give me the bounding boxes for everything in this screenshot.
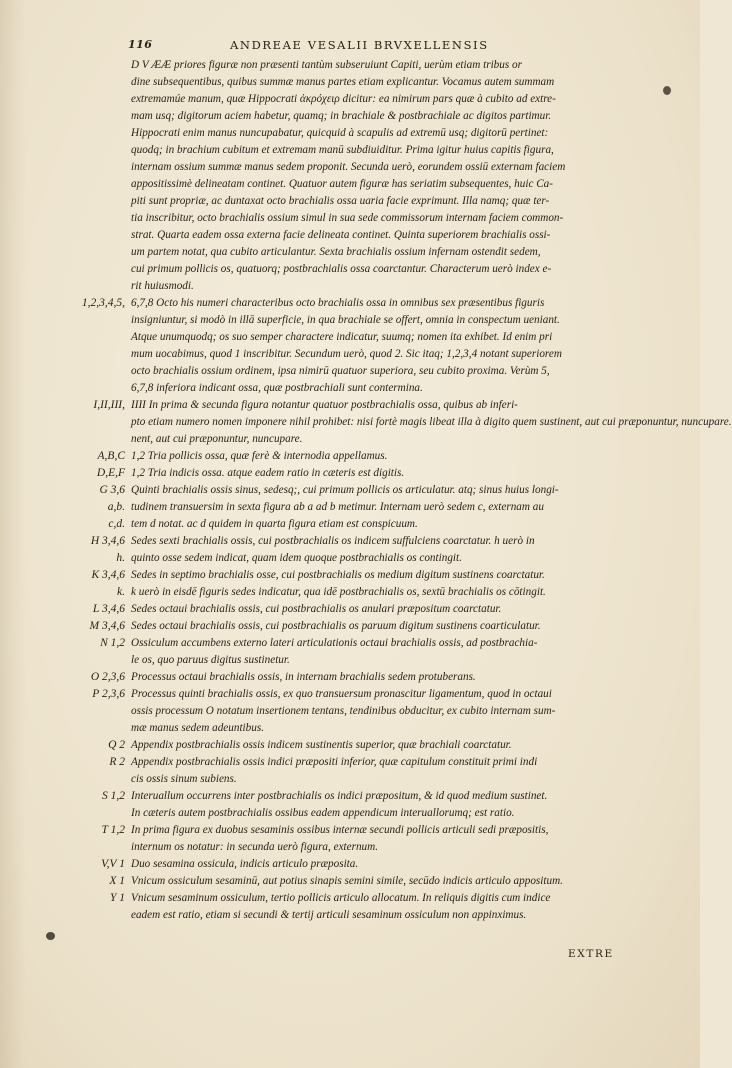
text-line: Sedes in septimo brachialis osse, cui postbrachialis os medium digitum sustinens coarctatur. [131, 569, 545, 581]
margin-marker: Q 2 [108, 739, 125, 751]
margin-marker: 1,2,3,4,5, [81, 297, 125, 309]
text-line: Sedes sexti brachialis ossis, cui postbrachialis os indicem suffulciens coarctatur. h uerò in [131, 535, 535, 547]
margin-marker: N 1,2 [100, 637, 125, 649]
text-line: appositissimè delineatam continet. Quatuor autem figuræ has seriatim subsequentes, huic Ca- [131, 178, 553, 190]
margin-marker: a,b. [107, 501, 125, 513]
text-line: Processus quinti brachialis ossis, ex quo transuersum pronascitur ligamentum, quod in octaui [131, 688, 552, 700]
text-line: quinto osse sedem indicat, quam idem quoque postbrachialis os contingit. [131, 552, 462, 564]
text-line: nent, aut cui præponuntur, nuncupare. [131, 433, 303, 445]
text-line: Duo sesamina ossicula, indicis articulo præposita. [131, 858, 359, 870]
text-line: mum uocabimus, quod 1 inscribitur. Secundum uerò, quod 2. Sic itaq; 1,2,3,4 notant superiorem [131, 348, 562, 360]
text-line: Quinti brachialis ossis sinus, sedesq;, cui primum pollicis os articulatur. atq; sinus huius longi- [131, 484, 559, 496]
margin-marker: G 3,6 [99, 484, 125, 496]
text-line: In prima figura ex duobus sesaminis ossibus internæ secundi pollicis articuli sedi præpositis, [131, 824, 549, 836]
text-line: piti sunt propriæ, ac duntaxat octo brachialis ossa uaria facie exprimunt. Illa namq; quæ ter- [131, 195, 550, 207]
page-header [128, 38, 588, 54]
margin-marker: c,d. [108, 518, 125, 530]
text-line: quodq; in brachium cubitum et extremam manū subdiuiditur. Prima igitur huius capitis figura, [131, 144, 554, 156]
ink-spot [663, 86, 671, 95]
text-line: In cæteris autem postbrachialis ossibus eadem appendicum interuallorumq; est ratio. [131, 807, 515, 819]
text-line: cis ossis sinum subiens. [131, 773, 237, 785]
text-line: Sedes octaui brachialis ossis, cui postbrachialis os paruum digitum sustinens coarticulatur. [131, 620, 541, 632]
text-line: Ossiculum accumbens externo lateri articulationis octaui brachialis ossis, ad postbrachia- [131, 637, 538, 649]
text-line: tia inscribitur, octo brachialis ossium simul in sua sede commissorum internam faciem common- [131, 212, 564, 224]
text-line: IIII In prima & secunda figura notantur quatuor postbrachialis ossa, quibus ab inferi- [131, 399, 518, 411]
text-line: internam ossium summæ manus sedem proponit. Secunda uerò, eorundem ossiū externam faciem [131, 161, 566, 173]
text-line: mæ manus sedem adeuntibus. [131, 722, 264, 734]
text-line: 1,2 Tria indicis ossa. atque eadem ratio in cæteris est digitis. [131, 467, 405, 479]
text-line: le os, quo paruus digitus sustinetur. [131, 654, 290, 666]
text-line: Hippocrati enim manus nuncupabatur, quicquid à scapulis ad extremū usq; digitorū pertinet: [131, 127, 549, 139]
text-line: Processus octaui brachialis ossis, in internam brachialis sedem protuberans. [131, 671, 476, 683]
text-line: Sedes octaui brachialis ossis, cui postbrachialis os anulari præpositum coarctatur. [131, 603, 502, 615]
text-line: dine subsequentibus, quibus summæ manus partes etiam explicantur. Vocamus autem summam [131, 76, 555, 88]
text-line: internum os notatur: in secunda uerò figura, externum. [131, 841, 379, 853]
margin-marker: R 2 [109, 756, 125, 768]
text-line: Atque unumquodq; os suo semper charactere indicatur, suumq; nomen ita exhibet. Id enim pri [131, 331, 553, 343]
margin-marker: I,II,III, [93, 399, 125, 411]
running-head: ANDREAE VESALII BRVXELLENSIS [230, 38, 489, 52]
text-line: Vnicum sesaminum ossiculum, tertio pollicis articulo allocatum. In reliquis digitis cum indice [131, 892, 551, 904]
text-line: D V ÆÆ priores figuræ non præsenti tantùm subseruiunt Capiti, uerùm etiam tribus or [131, 59, 522, 71]
text-line: pto etiam numero nomen imponere nihil prohibet: nisi fortè magis libeat illa à digito quem sustinent, aut cui præponuntur, nuncupare. [131, 416, 732, 428]
text-line: Appendix postbrachialis ossis indicem sustinentis superior, quæ brachiali coarctatur. [131, 739, 512, 751]
text-line: rit huiusmodi. [131, 280, 194, 292]
text-line: Interuallum occurrens inter postbrachialis os indici præpositum, & id quod medium sustinet. [131, 790, 548, 802]
text-line: strat. Quarta eadem ossa externa facie delineata continet. Quinta superiorem brachialis ossi- [131, 229, 551, 241]
margin-marker: K 3,4,6 [91, 569, 125, 581]
margin-marker: A,B,C [97, 450, 125, 462]
margin-marker: H 3,4,6 [90, 535, 125, 547]
text-line: octo brachialis ossium ordinem, ipsa nimirū quatuor superiora, seu cubito proxima. Verùm 5, [131, 365, 550, 377]
text-line: insigniuntur, si modò in illā superficie, in qua brachiale se offert, omnia in conspectum ueniant. [131, 314, 560, 326]
margin-marker: k. [117, 586, 125, 598]
catchword: EXTRE [568, 948, 614, 960]
margin-marker: O 2,3,6 [90, 671, 125, 683]
margin-marker: V,V 1 [101, 858, 125, 870]
text-line: k uerò in eisdē figuris sedes indicatur, qua idē postbrachialis os, sextū brachialis os cōtingit. [131, 586, 546, 598]
text-line: 1,2 Tria pollicis ossa, quæ ferè & internodia appellamus. [131, 450, 388, 462]
text-line: mam usq; digitorum aciem habetur, quamq; in brachiale & postbrachiale ac digitos partimur. [131, 110, 552, 122]
margin-marker: T 1,2 [101, 824, 125, 836]
page-gutter-shadow [0, 0, 26, 1068]
text-line: eadem est ratio, etiam si secundi & tertij articuli sesaminum ossiculum non appinximus. [131, 909, 527, 921]
text-line: Appendix postbrachialis ossis indici præpositi inferior, quæ capitulum constituit primi indi [131, 756, 538, 768]
margin-marker: X 1 [109, 875, 125, 887]
text-line: tem d notat. ac d quidem in quarta figura etiam est conspicuum. [131, 518, 418, 530]
text-line: Vnicum ossiculum sesaminū, aut potius sinapis semini simile, secūdo indicis articulo appositum. [131, 875, 563, 887]
text-line: extremamúe manum, quæ Hippocrati ἀκρόχειρ dicitur: ea nimirum pars quæ à cubito ad extre- [131, 93, 556, 105]
text-line: cui primum pollicis os, quatuorq; postbrachialis ossa coarctantur. Characterum uerò index e- [131, 263, 552, 275]
text-line: tudinem transuersim in sexta figura ab a ad b metimur. Internam uerò sedem c, externam au [131, 501, 544, 513]
margin-marker: h. [116, 552, 125, 564]
text-line: 6,7,8 Octo his numeri characteribus octo brachialis ossa in omnibus sex præsentibus figuris [131, 297, 545, 309]
ink-spot [46, 932, 55, 940]
text-line: um partem notat, qua cubito articulantur. Sexta brachialis ossium infernam ostendit sedem, [131, 246, 541, 258]
margin-marker: Y 1 [109, 892, 125, 904]
text-line: ossis processum O notatum insertionem tentans, tendinibus obducitur, ex cubito internam sum- [131, 705, 556, 717]
text-line: 6,7,8 inferiora indicant ossa, quæ postbrachiali sunt contermina. [131, 382, 423, 394]
margin-marker: D,E,F [96, 467, 125, 479]
margin-marker: M 3,4,6 [89, 620, 125, 632]
margin-marker: P 2,3,6 [92, 688, 125, 700]
margin-marker: S 1,2 [102, 790, 125, 802]
folio-number: 116 [128, 38, 153, 51]
margin-marker: L 3,4,6 [92, 603, 125, 615]
